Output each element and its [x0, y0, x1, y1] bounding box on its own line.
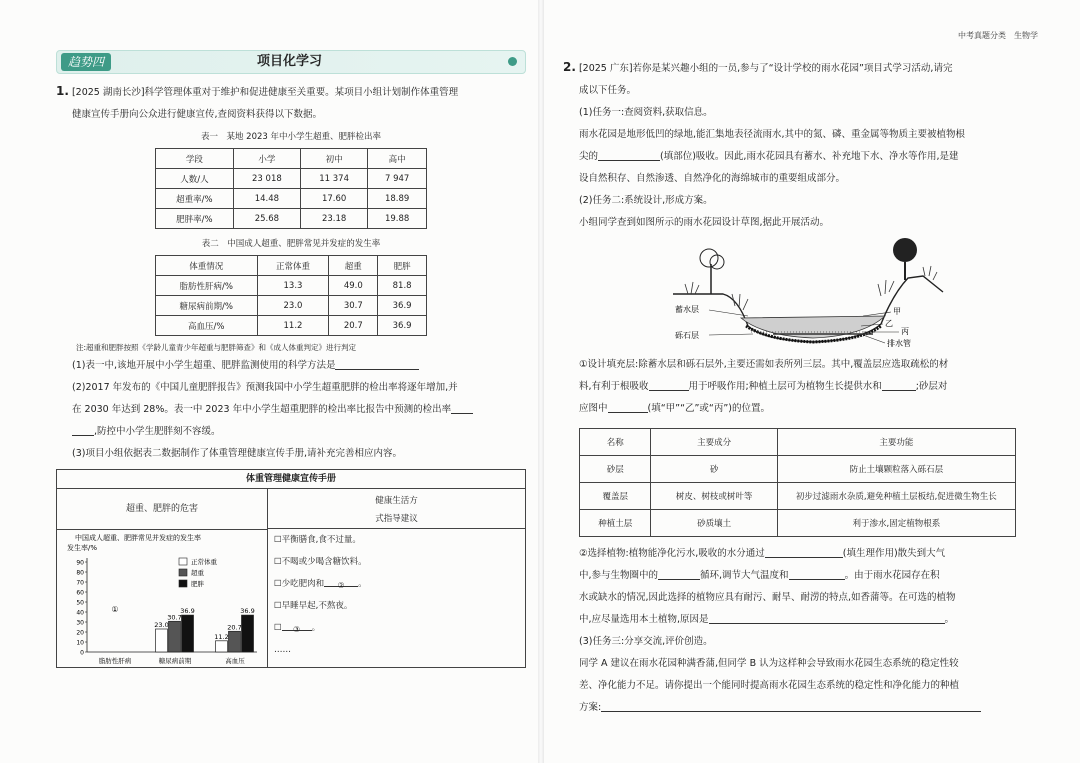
table2-caption: 表二 中国成人超重、肥胖常见并发症的发生率	[201, 239, 381, 249]
q1-sub1	[56, 355, 526, 377]
running-header: 中考真题分类 生物学	[958, 31, 1038, 40]
right-column	[563, 56, 1033, 719]
table-cell: 20.7	[329, 316, 378, 336]
table-header-row	[580, 429, 1016, 456]
table-cell: 11 374	[301, 169, 368, 189]
x-tick-label: 脂肪性肝病	[98, 657, 132, 665]
poster-right	[268, 489, 525, 667]
q2-line12b: (填生理作用)散失到大气	[842, 548, 946, 559]
table-cell: 糖尿病前期/%	[156, 296, 258, 316]
table-cell: 7 947	[368, 169, 427, 189]
table-cell: 正常体重	[257, 256, 329, 276]
q2-line11	[563, 398, 1033, 420]
bar-value-label: 23.0	[154, 621, 169, 629]
table-note: 注:超重和肥胖按照《学龄儿童青少年超重与肥胖筛查》和《成人体重判定》进行判定	[76, 343, 357, 352]
table-cell: 11.2	[257, 316, 329, 336]
table-cell: 初步过滤雨水杂质,避免种植土层板结,促进微生物生长	[777, 483, 1015, 510]
tip-6: ……	[274, 645, 291, 655]
q2-line10a: 料,有利于根吸收	[579, 381, 649, 392]
table-cell: 小学	[233, 149, 300, 169]
table-header-row	[156, 256, 427, 276]
blank-3[interactable]: ③	[282, 619, 312, 631]
q1-intro-line2: 健康宣传手册向公众进行健康宣传,查阅资料获得以下数据。	[72, 109, 323, 120]
bar-value-label: 36.9	[180, 607, 195, 616]
table-cell: 砂层	[580, 456, 651, 483]
table-row	[580, 456, 1016, 483]
tip-1: ☐平衡膳食,食不过量。	[274, 535, 361, 545]
table-row	[156, 316, 427, 336]
q2-line16: (3)任务三:分享交流,评价创造。	[579, 636, 713, 647]
y-tick-label: 30	[76, 619, 84, 627]
x-tick-label: 糖尿病前期	[158, 657, 192, 665]
table-cell: 树皮、树枝或树叶等	[651, 483, 777, 510]
label-storage: 蓄水层	[675, 305, 699, 314]
q1-sub1-text: (1)表一中,该地开展中小学生超重、肥胖监测使用的科学方法是	[72, 360, 336, 371]
y-tick-label: 90	[76, 559, 84, 567]
poster-title: 体重管理健康宣传手册	[57, 470, 525, 489]
table-cell: 23 018	[233, 169, 300, 189]
q2-line2: 成以下任务。	[579, 85, 637, 96]
q2-line15-text: 中,应尽量选用本土植物,原因是	[579, 614, 709, 625]
table-cell: 36.9	[378, 316, 427, 336]
bar-肥胖	[242, 615, 254, 652]
y-tick-label: 50	[76, 599, 84, 607]
table-row	[580, 483, 1016, 510]
y-tick-label: 60	[76, 589, 84, 597]
table-cell: 30.7	[329, 296, 378, 316]
q2-line12a: ②选择植物:植物能净化污水,吸收的水分通过	[579, 548, 765, 559]
q2-line1	[563, 56, 1033, 80]
legend-swatch	[179, 569, 187, 576]
table-cell: 81.8	[378, 276, 427, 296]
q2-line5a: 尖的	[579, 151, 599, 162]
q2-line7: (2)任务二:系统设计,形成方案。	[579, 195, 713, 206]
q1-sub2-end: ,防控中小学生肥胖刻不容缓。	[94, 426, 221, 437]
q1-intro	[56, 80, 526, 104]
bar-value-label: 20.7	[227, 623, 242, 632]
q1-sub2-line2	[56, 399, 526, 421]
table-cell: 14.48	[233, 189, 300, 209]
q2-line13c: 。由于雨水花园存在积	[844, 570, 940, 581]
answer-blank[interactable]	[451, 402, 473, 414]
answer-blank[interactable]	[658, 568, 700, 580]
left-column	[56, 50, 526, 668]
q2-line15	[563, 609, 1033, 631]
y-tick-label: 20	[76, 629, 84, 637]
q2-line13	[563, 565, 1033, 587]
q2-line4: 雨水花园是地形低凹的绿地,能汇集地表径流雨水,其中的氮、磷、重金属等物质主要被植物根	[579, 129, 966, 140]
q2-line14: 水或缺水的情况,因此选择的植物应具有耐污、耐旱、耐涝的特点,如香蒲等。在可选的植物	[579, 592, 956, 603]
bar-value-label: 36.9	[240, 607, 255, 616]
table-cell: 脂肪性肝病/%	[156, 276, 258, 296]
table-row	[156, 276, 427, 296]
table-cell: 名称	[580, 429, 651, 456]
q2-line11b: (填“甲”“乙”或“丙”)的位置。	[647, 403, 770, 414]
table-cell: 23.0	[257, 296, 329, 316]
bar-超重	[229, 631, 241, 652]
table1	[155, 148, 427, 229]
table-cell: 13.3	[257, 276, 329, 296]
answer-blank[interactable]	[335, 358, 419, 370]
tip-2: ☐不喝或少喝含糖饮料。	[274, 557, 367, 567]
table-cell: 肥胖	[378, 256, 427, 276]
table-cell: 人数/人	[156, 169, 234, 189]
table2	[155, 255, 427, 336]
label-pipe: 排水管	[887, 339, 911, 348]
q2-line9: ①设计填充层:除蓄水层和砾石层外,主要还需如表所列三层。其中,覆盖层应选取疏松的材	[579, 359, 949, 370]
y-tick-label: 10	[76, 639, 84, 647]
q2-line18: 差、净化能力不足。请你提出一个能同时提高雨水花园生态系统的稳定性和净化能力的种植	[579, 680, 960, 691]
poster-left-head: 超重、肥胖的危害	[57, 489, 267, 530]
legend-label: 超重	[191, 569, 204, 577]
label-gravel: 砾石层	[675, 331, 699, 340]
q2-line8: 小组同学查到如图所示的雨水花园设计草图,据此开展活动。	[579, 217, 830, 228]
legend-label: 正常体重	[191, 558, 217, 566]
tree-left-icon	[700, 249, 724, 294]
banner-dot-icon	[508, 57, 517, 66]
table-cell: 高中	[368, 149, 427, 169]
table-cell: 高血压/%	[156, 316, 258, 336]
table-cell: 超重	[329, 256, 378, 276]
q2-line1-text: [2025 广东]若你是某兴趣小组的一员,参与了“设计学校的雨水花园”项目式学习活动,请完	[578, 63, 953, 74]
table-cell: 23.18	[301, 209, 368, 229]
table-cell: 超重率/%	[156, 189, 234, 209]
table-cell: 砂质壤土	[651, 510, 777, 537]
table-row	[580, 510, 1016, 537]
tip-5-text: ☐	[274, 623, 282, 633]
answer-blank[interactable]	[72, 424, 94, 436]
table-cell: 体重情况	[156, 256, 258, 276]
q1-intro-line1: [2025 湖南长沙]科学管理体重对于维护和促进健康至关重要。某项目小组计划制作体重管理	[71, 87, 459, 98]
table-header-row	[156, 149, 427, 169]
answer-blank[interactable]	[608, 401, 648, 413]
q2-line10	[563, 376, 1033, 398]
health-poster	[56, 469, 526, 668]
q2-line6: 设自然积存、自然渗透、自然净化的海绵城市的重要组成部分。	[579, 173, 846, 184]
legend-swatch	[179, 580, 187, 587]
table-cell: 19.88	[368, 209, 427, 229]
table-cell: 砂	[651, 456, 777, 483]
tip-5: ☐ ③ 。	[268, 617, 525, 639]
table-cell: 初中	[301, 149, 368, 169]
q1-sub2-line1: (2)2017 年发布的《中国儿童肥胖报告》预测我国中小学生超重肥胖的检出率将逐年增加,并	[72, 382, 458, 393]
answer-blank[interactable]	[598, 149, 660, 161]
q2-number: 2.	[563, 60, 576, 74]
tip-4: ☐早睡早起,不熬夜。	[274, 601, 353, 611]
section-title: 项目化学习	[257, 54, 323, 69]
bar-超重	[169, 621, 181, 652]
table-cell: 36.9	[378, 296, 427, 316]
poster-left	[57, 489, 268, 667]
table-cell: 覆盖层	[580, 483, 651, 510]
q1-sub3: (3)项目小组依据表二数据制作了体重管理健康宣传手册,请补充完善相应内容。	[72, 448, 402, 459]
table-row	[156, 189, 427, 209]
answer-blank[interactable]	[601, 700, 981, 712]
q2-line5b: (填部位)吸收。因此,雨水花园具有蓄水、补充地下水、净水等作用,是建	[660, 151, 959, 162]
bar-肥胖	[182, 615, 194, 652]
bar-value-label: 11.2	[214, 632, 229, 641]
rain-garden-diagram	[563, 236, 1033, 354]
table-cell: 主要功能	[777, 429, 1015, 456]
table-row	[156, 209, 427, 229]
table-cell: 49.0	[329, 276, 378, 296]
q2-line15-end: 。	[944, 614, 955, 625]
tree-right-icon	[893, 238, 917, 280]
q2-line5	[563, 146, 1033, 168]
q2-line17: 同学 A 建议在雨水花园种满香蒲,但同学 B 认为这样种会导致雨水花园生态系统的稳定性较	[579, 658, 959, 669]
answer-blank[interactable]	[882, 379, 916, 391]
table-cell: 利于渗水,固定植物根系	[777, 510, 1015, 537]
label-jia: 甲	[893, 307, 901, 316]
y-tick-label: 80	[76, 569, 84, 577]
q2-line13a: 中,参与生物圈中的	[579, 570, 659, 581]
chart-ylabel: 发生率/%	[67, 544, 98, 552]
y-tick-label: 40	[76, 609, 84, 617]
layer-table	[579, 428, 1016, 537]
answer-blank[interactable]	[789, 568, 845, 580]
table-cell: 17.60	[301, 189, 368, 209]
poster-right-head-line1: 健康生活方	[375, 496, 418, 506]
x-tick-label: 高血压	[225, 657, 245, 665]
y-tick-label: 0	[80, 649, 84, 657]
poster-right-head-line2: 式指导建议	[375, 514, 418, 524]
q1-number: 1.	[56, 84, 69, 98]
table-cell: 学段	[156, 149, 234, 169]
table-cell: 18.89	[368, 189, 427, 209]
tip-3: ☐少吃肥肉和 ② 。	[268, 573, 525, 595]
page-gutter	[538, 0, 544, 763]
label-bing: 丙	[901, 327, 909, 336]
tip-3-text: ☐少吃肥肉和	[274, 579, 325, 589]
bar-正常体重	[216, 641, 228, 652]
q2-line12	[563, 543, 1033, 565]
q2-line11a: 应图中	[579, 403, 608, 414]
table-cell: 种植土层	[580, 510, 651, 537]
section-banner	[56, 50, 526, 74]
answer-blank[interactable]	[765, 546, 843, 558]
chart-title: 中国成人超重、肥胖常见并发症的发生率	[75, 534, 201, 542]
q2-line10b: 用于呼吸作用;种植土层可为植物生长提供水和	[688, 381, 882, 392]
label-yi: 乙	[885, 319, 893, 328]
poster-right-head	[268, 489, 525, 529]
table-cell: 肥胖率/%	[156, 209, 234, 229]
table-cell: 防止土壤颗粒落入砾石层	[777, 456, 1015, 483]
complication-chart	[57, 530, 267, 667]
q1-sub2-line3	[56, 421, 526, 443]
q2-line10c: ;砂层对	[915, 381, 948, 392]
q2-line19-text: 方案:	[579, 702, 602, 713]
answer-blank[interactable]	[709, 612, 945, 624]
table-row	[156, 169, 427, 189]
q2-line3: (1)任务一:查阅资料,获取信息。	[579, 107, 713, 118]
answer-blank[interactable]	[649, 379, 689, 391]
table1-caption: 表一 某地 2023 年中小学生超重、肥胖检出率	[200, 132, 382, 142]
blank-2[interactable]: ②	[324, 575, 358, 587]
missing-bar-marker: ①	[111, 605, 119, 614]
y-tick-label: 70	[76, 579, 84, 587]
legend-label: 肥胖	[191, 580, 204, 588]
legend-swatch	[179, 558, 187, 565]
q2-line19	[563, 697, 1033, 719]
q1-sub2-text: 在 2030 年达到 28%。表一中 2023 年中小学生超重肥胖的检出率比报告中预测的检出率	[72, 404, 452, 415]
section-tag: 趋势四	[61, 53, 111, 71]
table-cell: 主要成分	[651, 429, 777, 456]
table-cell: 25.68	[233, 209, 300, 229]
bar-value-label: 30.7	[167, 613, 182, 622]
bar-正常体重	[156, 629, 168, 652]
table-row	[156, 296, 427, 316]
q2-line13b: 循环,调节大气温度和	[700, 570, 789, 581]
